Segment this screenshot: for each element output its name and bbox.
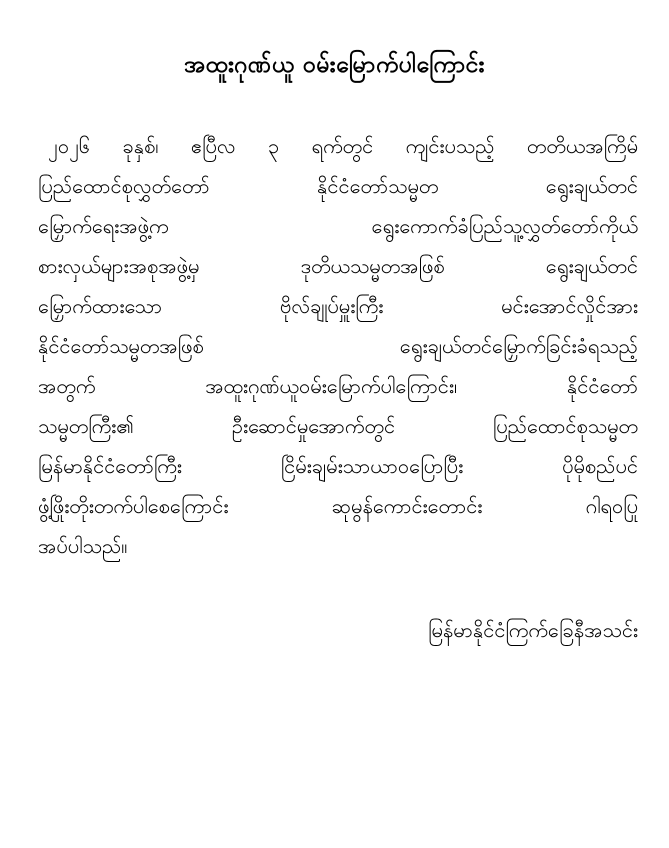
body-line: မြှောက်ထားသော ဗိုလ်ချုပ်မှူးကြီး မင်းအောင်လှိုင်အား <box>38 294 638 318</box>
body-line: သမ္မတကြီး၏ ဦးဆောင်မှုအောက်တွင် ပြည်ထောင်စုသမ္မတ <box>38 414 638 438</box>
body-line: စားလှယ်များအစုအဖွဲ့မှ ဒုတိယသမ္မတအဖြစ် ရွေးချယ်တင် <box>38 254 638 278</box>
body-line: အပ်ပါသည်။ <box>38 534 128 558</box>
body-line: ဖွံ့ဖြိုးတိုးတက်ပါစေကြောင်း ဆုမွန်ကောင်းတောင်း ဂါရဝပြု <box>38 494 638 518</box>
body-line: အတွက် အထူးဂုဏ်ယူဝမ်းမြောက်ပါကြောင်း၊ နိုင်ငံတော် <box>38 374 638 398</box>
body-line: မြှောက်ရေးအဖွဲ့က ရွေးကောက်ခံပြည်သူ့လွှတ်တော်ကိုယ် <box>38 214 638 238</box>
body-line: မြန်မာနိုင်ငံတော်ကြီး ငြိမ်းချမ်းသာယာဝပြောပြီး ပိုမိုစည်ပင် <box>38 454 638 478</box>
body-paragraph <box>38 126 638 566</box>
document-title: အထူးဂုဏ်ယူ ဝမ်းမြောက်ပါကြောင်း <box>184 52 485 78</box>
signature-line: မြန်မာနိုင်ငံကြက်ခြေနီအသင်း <box>428 618 638 642</box>
body-line: ပြည်ထောင်စုလွှတ်တော် နိုင်ငံတော်သမ္မတ ရွေးချယ်တင် <box>38 174 638 198</box>
body-line: ၂၀၂၆ ခုနှစ်၊ ဧပြီလ ၃ ရက်တွင် ကျင်းပသည့် တတိယအကြိမ် <box>48 134 638 158</box>
body-line: နိုင်ငံတော်သမ္မတအဖြစ် ရွေးချယ်တင်မြှောက်ခြင်းခံရသည့် <box>38 334 638 358</box>
